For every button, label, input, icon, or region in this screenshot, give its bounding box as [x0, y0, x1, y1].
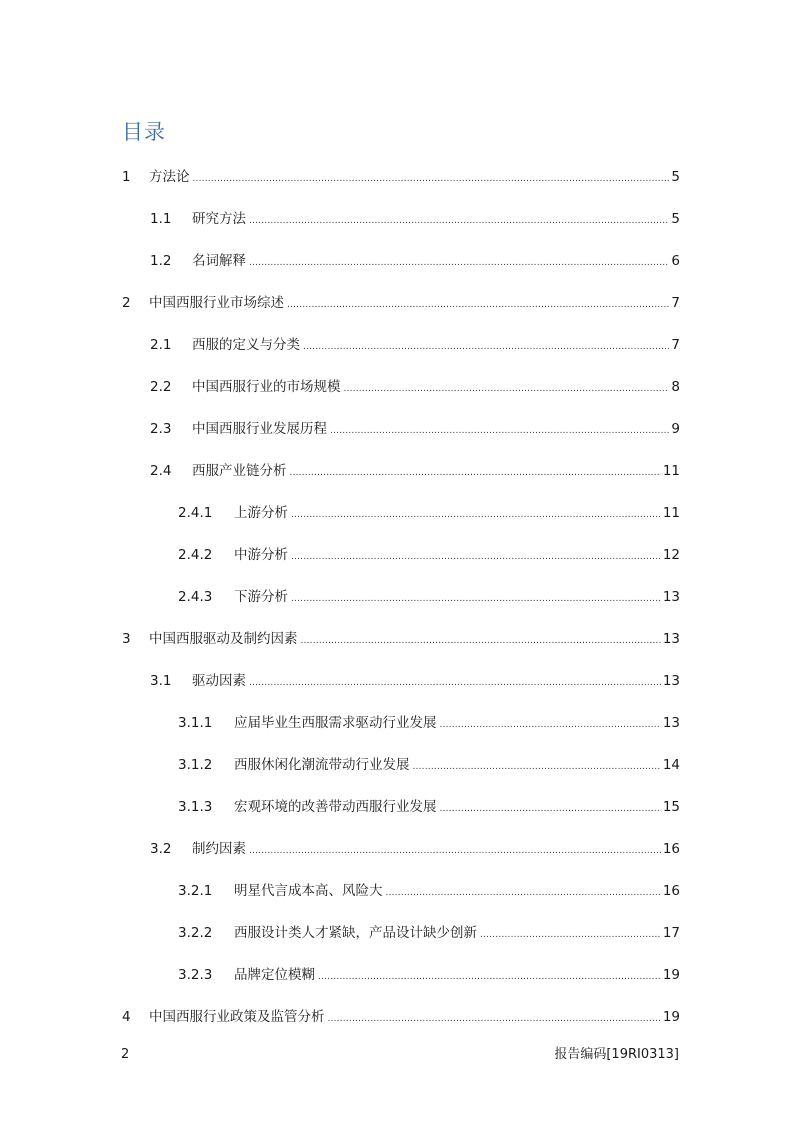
toc-entry[interactable]	[150, 419, 680, 439]
toc-entry-title[interactable]: 西服产业链分析	[192, 463, 287, 479]
toc-entry[interactable]	[178, 965, 680, 985]
toc-entry-number: 2.4.3	[178, 589, 213, 605]
toc-dot-leader	[287, 295, 669, 315]
toc-dot-leader	[249, 841, 661, 861]
toc-dot-leader	[290, 463, 661, 483]
toc-entry-page[interactable]: 6	[671, 253, 680, 269]
toc-entry-title[interactable]: 西服的定义与分类	[192, 337, 300, 353]
toc-entry-title[interactable]: 西服休闲化潮流带动行业发展	[234, 757, 410, 773]
toc-entry-title[interactable]: 中国西服行业发展历程	[192, 421, 327, 437]
toc-entry[interactable]	[178, 587, 680, 607]
toc-entry-page[interactable]: 19	[662, 1009, 680, 1025]
toc-dot-leader	[440, 715, 661, 735]
toc-entry-title[interactable]: 宏观环境的改善带动西服行业发展	[234, 799, 437, 815]
toc-entry-title[interactable]: 中国西服驱动及制约因素	[149, 631, 298, 647]
toc-dot-leader	[480, 925, 661, 945]
toc-entry[interactable]	[122, 293, 680, 313]
toc-entry-number: 3.1.3	[178, 799, 213, 815]
toc-dot-leader	[291, 547, 661, 567]
toc-entry-page[interactable]: 19	[662, 967, 680, 983]
toc-dot-leader	[291, 505, 661, 525]
toc-entry[interactable]	[150, 671, 680, 691]
toc-entry-title[interactable]: 名词解释	[192, 253, 246, 269]
toc-entry-number: 1	[122, 169, 131, 185]
toc-entry-number: 4	[122, 1009, 131, 1025]
toc-entry-page[interactable]: 16	[662, 841, 680, 857]
toc-dot-leader	[386, 883, 661, 903]
footer-page-number: 2	[121, 1047, 130, 1062]
toc-entry[interactable]	[150, 461, 680, 481]
toc-entry[interactable]	[178, 503, 680, 523]
toc-dot-leader	[291, 589, 661, 609]
toc-entry-page[interactable]: 5	[671, 169, 680, 185]
toc-entry-number: 3.1	[150, 673, 172, 689]
toc-entry-page[interactable]: 15	[662, 799, 680, 815]
toc-entry-title[interactable]: 明星代言成本高、风险大	[234, 883, 383, 899]
toc-entry-page[interactable]: 13	[662, 631, 680, 647]
toc-entry-number: 2.4.1	[178, 505, 213, 521]
toc-entry-page[interactable]: 14	[662, 757, 680, 773]
toc-entry-number: 3.2.2	[178, 925, 213, 941]
toc-dot-leader	[328, 1009, 661, 1029]
toc-entry-title[interactable]: 下游分析	[234, 589, 288, 605]
toc-entry-page[interactable]: 8	[671, 379, 680, 395]
toc-dot-leader	[303, 337, 669, 357]
toc-entry[interactable]	[122, 629, 680, 649]
toc-entry-title[interactable]: 研究方法	[192, 211, 246, 227]
toc-entry-title[interactable]: 中游分析	[234, 547, 288, 563]
toc-entry-number: 2.3	[150, 421, 172, 437]
toc-entry-page[interactable]: 7	[671, 337, 680, 353]
toc-entry-page[interactable]: 16	[662, 883, 680, 899]
toc-entry-number: 3.1.2	[178, 757, 213, 773]
toc-dot-leader	[193, 169, 670, 189]
toc-entry-number: 1.1	[150, 211, 172, 227]
footer-report-code: 报告编码[19RI0313]	[554, 1047, 679, 1062]
toc-dot-leader	[330, 421, 669, 441]
toc-entry-page[interactable]: 13	[662, 715, 680, 731]
toc-entry-number: 3	[122, 631, 131, 647]
toc-entry-title[interactable]: 中国西服行业市场综述	[149, 295, 284, 311]
toc-entry-page[interactable]: 7	[671, 295, 680, 311]
toc-entry-page[interactable]: 11	[662, 463, 680, 479]
toc-entry[interactable]	[178, 797, 680, 817]
toc-entry-title[interactable]: 应届毕业生西服需求驱动行业发展	[234, 715, 437, 731]
toc-entry-title[interactable]: 制约因素	[192, 841, 246, 857]
toc-entry-title[interactable]: 驱动因素	[192, 673, 246, 689]
page-title: 目录	[122, 120, 166, 144]
toc-entry-number: 1.2	[150, 253, 172, 269]
toc-entry[interactable]	[150, 335, 680, 355]
toc-entry[interactable]	[178, 545, 680, 565]
toc-dot-leader	[301, 631, 661, 651]
toc-entry[interactable]	[150, 377, 680, 397]
toc-entry-number: 3.2.1	[178, 883, 213, 899]
toc-entry-title[interactable]: 中国西服行业政策及监管分析	[149, 1009, 325, 1025]
toc-entry-number: 2.4.2	[178, 547, 213, 563]
toc-entry-page[interactable]: 11	[662, 505, 680, 521]
toc-entry[interactable]	[178, 713, 680, 733]
toc-entry-page[interactable]: 12	[662, 547, 680, 563]
toc-dot-leader	[318, 967, 661, 987]
toc-dot-leader	[249, 673, 661, 693]
toc-entry[interactable]	[178, 881, 680, 901]
toc-entry[interactable]	[150, 209, 680, 229]
toc-dot-leader	[249, 211, 669, 231]
toc-entry-number: 2.2	[150, 379, 172, 395]
toc-entry-number: 2.1	[150, 337, 172, 353]
toc-entry[interactable]	[122, 1007, 680, 1027]
toc-dot-leader	[440, 799, 661, 819]
toc-entry[interactable]	[150, 839, 680, 859]
toc-entry-number: 3.2	[150, 841, 172, 857]
toc-entry-title[interactable]: 上游分析	[234, 505, 288, 521]
toc-entry-number: 2.4	[150, 463, 172, 479]
toc-entry-title[interactable]: 品牌定位模糊	[234, 967, 315, 983]
toc-entry-title[interactable]: 方法论	[149, 169, 190, 185]
toc-dot-leader	[344, 379, 670, 399]
toc-dot-leader	[413, 757, 661, 777]
toc-entry[interactable]	[122, 167, 680, 187]
toc-entry-title[interactable]: 中国西服行业的市场规模	[192, 379, 341, 395]
toc-dot-leader	[249, 253, 669, 273]
toc-entry[interactable]	[178, 923, 680, 943]
toc-entry-page[interactable]: 17	[662, 925, 680, 941]
toc-entry-page[interactable]: 5	[671, 211, 680, 227]
toc-entry-number: 2	[122, 295, 131, 311]
toc-entry-title[interactable]: 西服设计类人才紧缺，产品设计缺少创新	[234, 925, 477, 941]
toc-entry-page[interactable]: 13	[662, 673, 680, 689]
toc-entry-number: 3.2.3	[178, 967, 213, 983]
toc-entry-page[interactable]: 13	[662, 589, 680, 605]
toc-entry[interactable]	[178, 755, 680, 775]
toc-entry-page[interactable]: 9	[671, 421, 680, 437]
toc-entry-number: 3.1.1	[178, 715, 213, 731]
toc-entry[interactable]	[150, 251, 680, 271]
